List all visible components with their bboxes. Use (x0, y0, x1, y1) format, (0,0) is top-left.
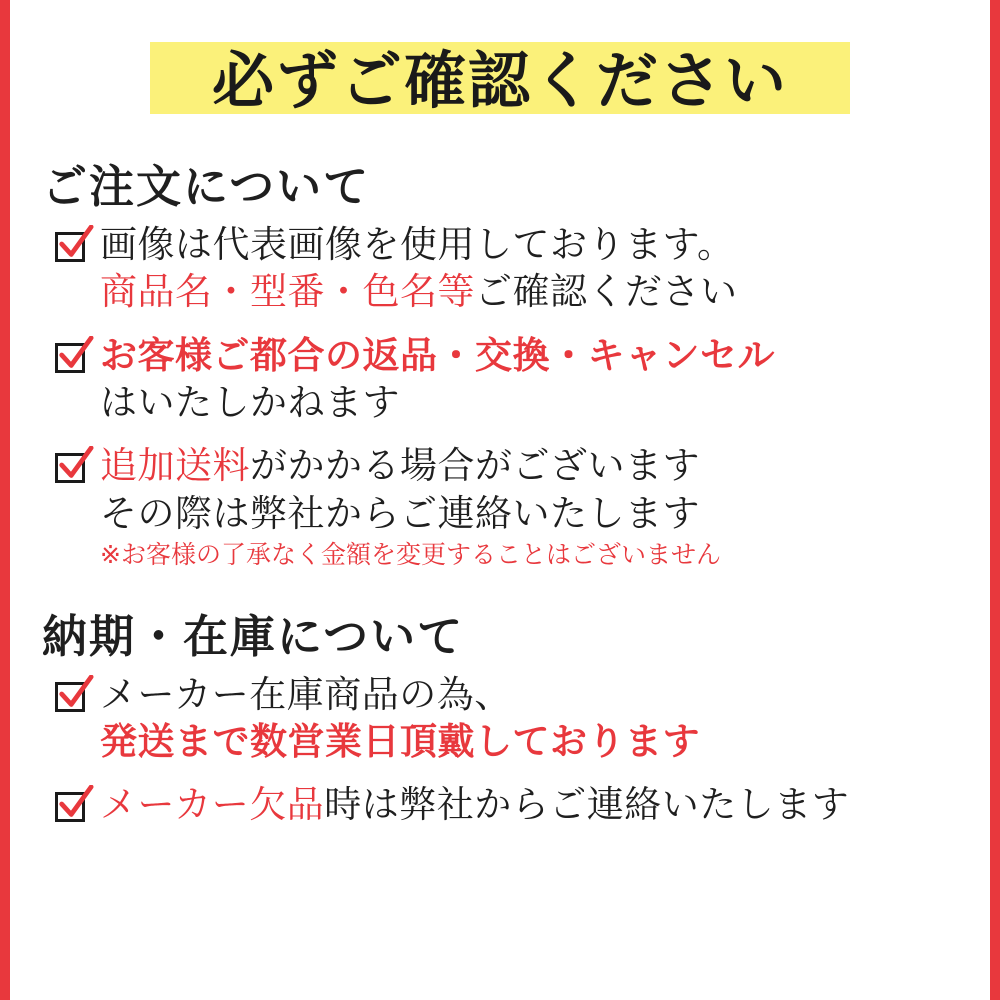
emphasis-text: メーカー欠品 (100, 783, 325, 827)
list-line (100, 442, 990, 489)
list-item (52, 781, 990, 828)
list-line: メーカー在庫商品の為、 (100, 672, 512, 716)
list-line: 画像は代表画像を使用しております。 (100, 223, 735, 266)
list-item (52, 332, 990, 427)
notice-content (10, 0, 990, 1000)
list-item-note: ※お客様の了承なく金額を変更することはございません (100, 540, 721, 570)
list-item-text (100, 442, 990, 571)
checkbox-checked-icon (52, 338, 92, 378)
plain-text: 時は弊社からご連絡いたします (324, 783, 850, 827)
checkbox-checked-icon (52, 448, 92, 488)
emphasis-text: 商品名・型番・色名等 (100, 270, 475, 314)
list-line: その際は弊社からご連絡いたします (100, 491, 700, 535)
list-line: はいたしかねます (100, 381, 400, 425)
list-item-text (100, 332, 990, 427)
checkbox-checked-icon (52, 677, 92, 717)
list-item (52, 442, 990, 571)
list-item (52, 671, 990, 766)
page-title: 必ずご確認ください (211, 43, 788, 117)
plain-text: がかかる場合がございます (250, 444, 700, 488)
section-heading-orders: ご注文について (42, 160, 371, 213)
list-item-text (100, 671, 990, 766)
list-item-text (100, 781, 990, 828)
checkbox-checked-icon (52, 227, 92, 267)
list-item-text (100, 221, 990, 316)
list-line (100, 781, 990, 828)
list-item (52, 221, 990, 316)
page-title-block (10, 0, 990, 150)
plain-text: ご確認ください (475, 270, 738, 314)
list-line: お客様ご都合の返品・交換・キャンセル (100, 333, 775, 377)
list-line: 発送まで数営業日頂戴しております (100, 720, 700, 764)
section-heading-delivery: 納期・在庫について (42, 609, 465, 663)
list-line (100, 268, 990, 315)
checkbox-checked-icon (52, 787, 92, 827)
emphasis-text: 追加送料 (100, 444, 250, 488)
